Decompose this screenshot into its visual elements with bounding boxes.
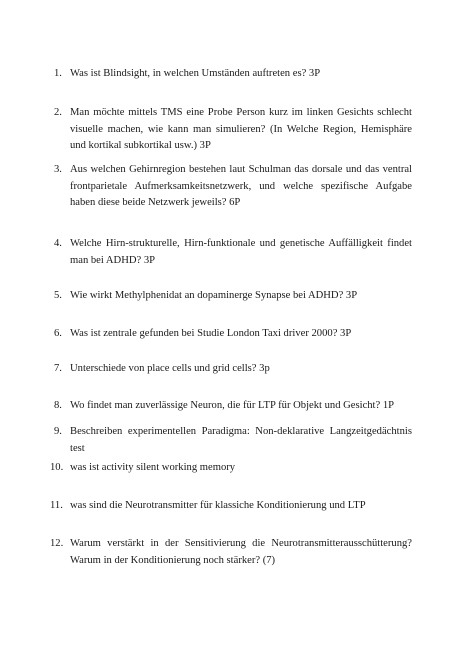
question-text: Man möchte mittels TMS eine Probe Person kurz im linken Gesichts schlecht visuelle machen, wie kann man simulieren? (In Welche Region, Hemisphäre und kortikal subkortikal usw.) 3P [70, 107, 412, 151]
question-number: 1. [54, 68, 62, 79]
question-text: Wo findet man zuverlässige Neuron, die für LTP für Objekt und Gesicht? 1P [70, 400, 395, 411]
question-number: 6. [54, 328, 62, 339]
question-number: 3. [54, 164, 62, 175]
question-text: Welche Hirn-strukturelle, Hirn-funktionale und genetische Auffälligkeit findet man bei ADHD? 3P [70, 238, 412, 266]
question-number: 9. [54, 426, 62, 437]
question-7 [54, 361, 412, 378]
question-text: Aus welchen Gehirnregion bestehen laut Schulman das dorsale und das ventral frontparietale Aufmerksamkeitsnetzwerk, und welche spezifische Aufgabe haben diese beide Netzwerk jeweils? 6P [70, 164, 412, 208]
question-2 [54, 105, 412, 155]
question-9 [54, 424, 412, 457]
question-text: was ist activity silent working memory [70, 462, 236, 473]
question-4 [54, 236, 412, 269]
question-11 [50, 498, 412, 515]
question-text: Was ist zentrale gefunden bei Studie London Taxi driver 2000? 3P [70, 328, 352, 339]
question-number: 12. [50, 538, 64, 549]
question-text: Was ist Blindsight, in welchen Umständen auftreten es? 3P [70, 68, 321, 79]
question-10 [50, 460, 412, 477]
question-text: Wie wirkt Methylphenidat an dopaminerge Synapse bei ADHD? 3P [70, 290, 358, 301]
question-8 [54, 398, 412, 415]
question-text: Unterschiede von place cells und grid cells? 3p [70, 363, 270, 374]
question-number: 5. [54, 290, 62, 301]
question-number: 2. [54, 107, 62, 118]
question-3 [54, 162, 412, 212]
question-text: Warum verstärkt in der Sensitivierung die Neurotransmitterausschütterung? Warum in der Konditionierung noch stärker? (7) [70, 538, 412, 566]
question-text: Beschreiben experimentellen Paradigma: Non-deklarative Langzeitgedächtnis test [70, 426, 412, 454]
question-number: 11. [50, 500, 63, 511]
question-number: 8. [54, 400, 62, 411]
question-12 [50, 536, 412, 569]
question-number: 7. [54, 363, 62, 374]
question-5 [54, 288, 412, 305]
question-number: 10. [50, 462, 64, 473]
question-6 [54, 326, 412, 343]
question-1 [54, 66, 412, 83]
question-text: was sind die Neurotransmitter für klassiche Konditionierung und LTP [70, 500, 366, 511]
question-number: 4. [54, 238, 62, 249]
